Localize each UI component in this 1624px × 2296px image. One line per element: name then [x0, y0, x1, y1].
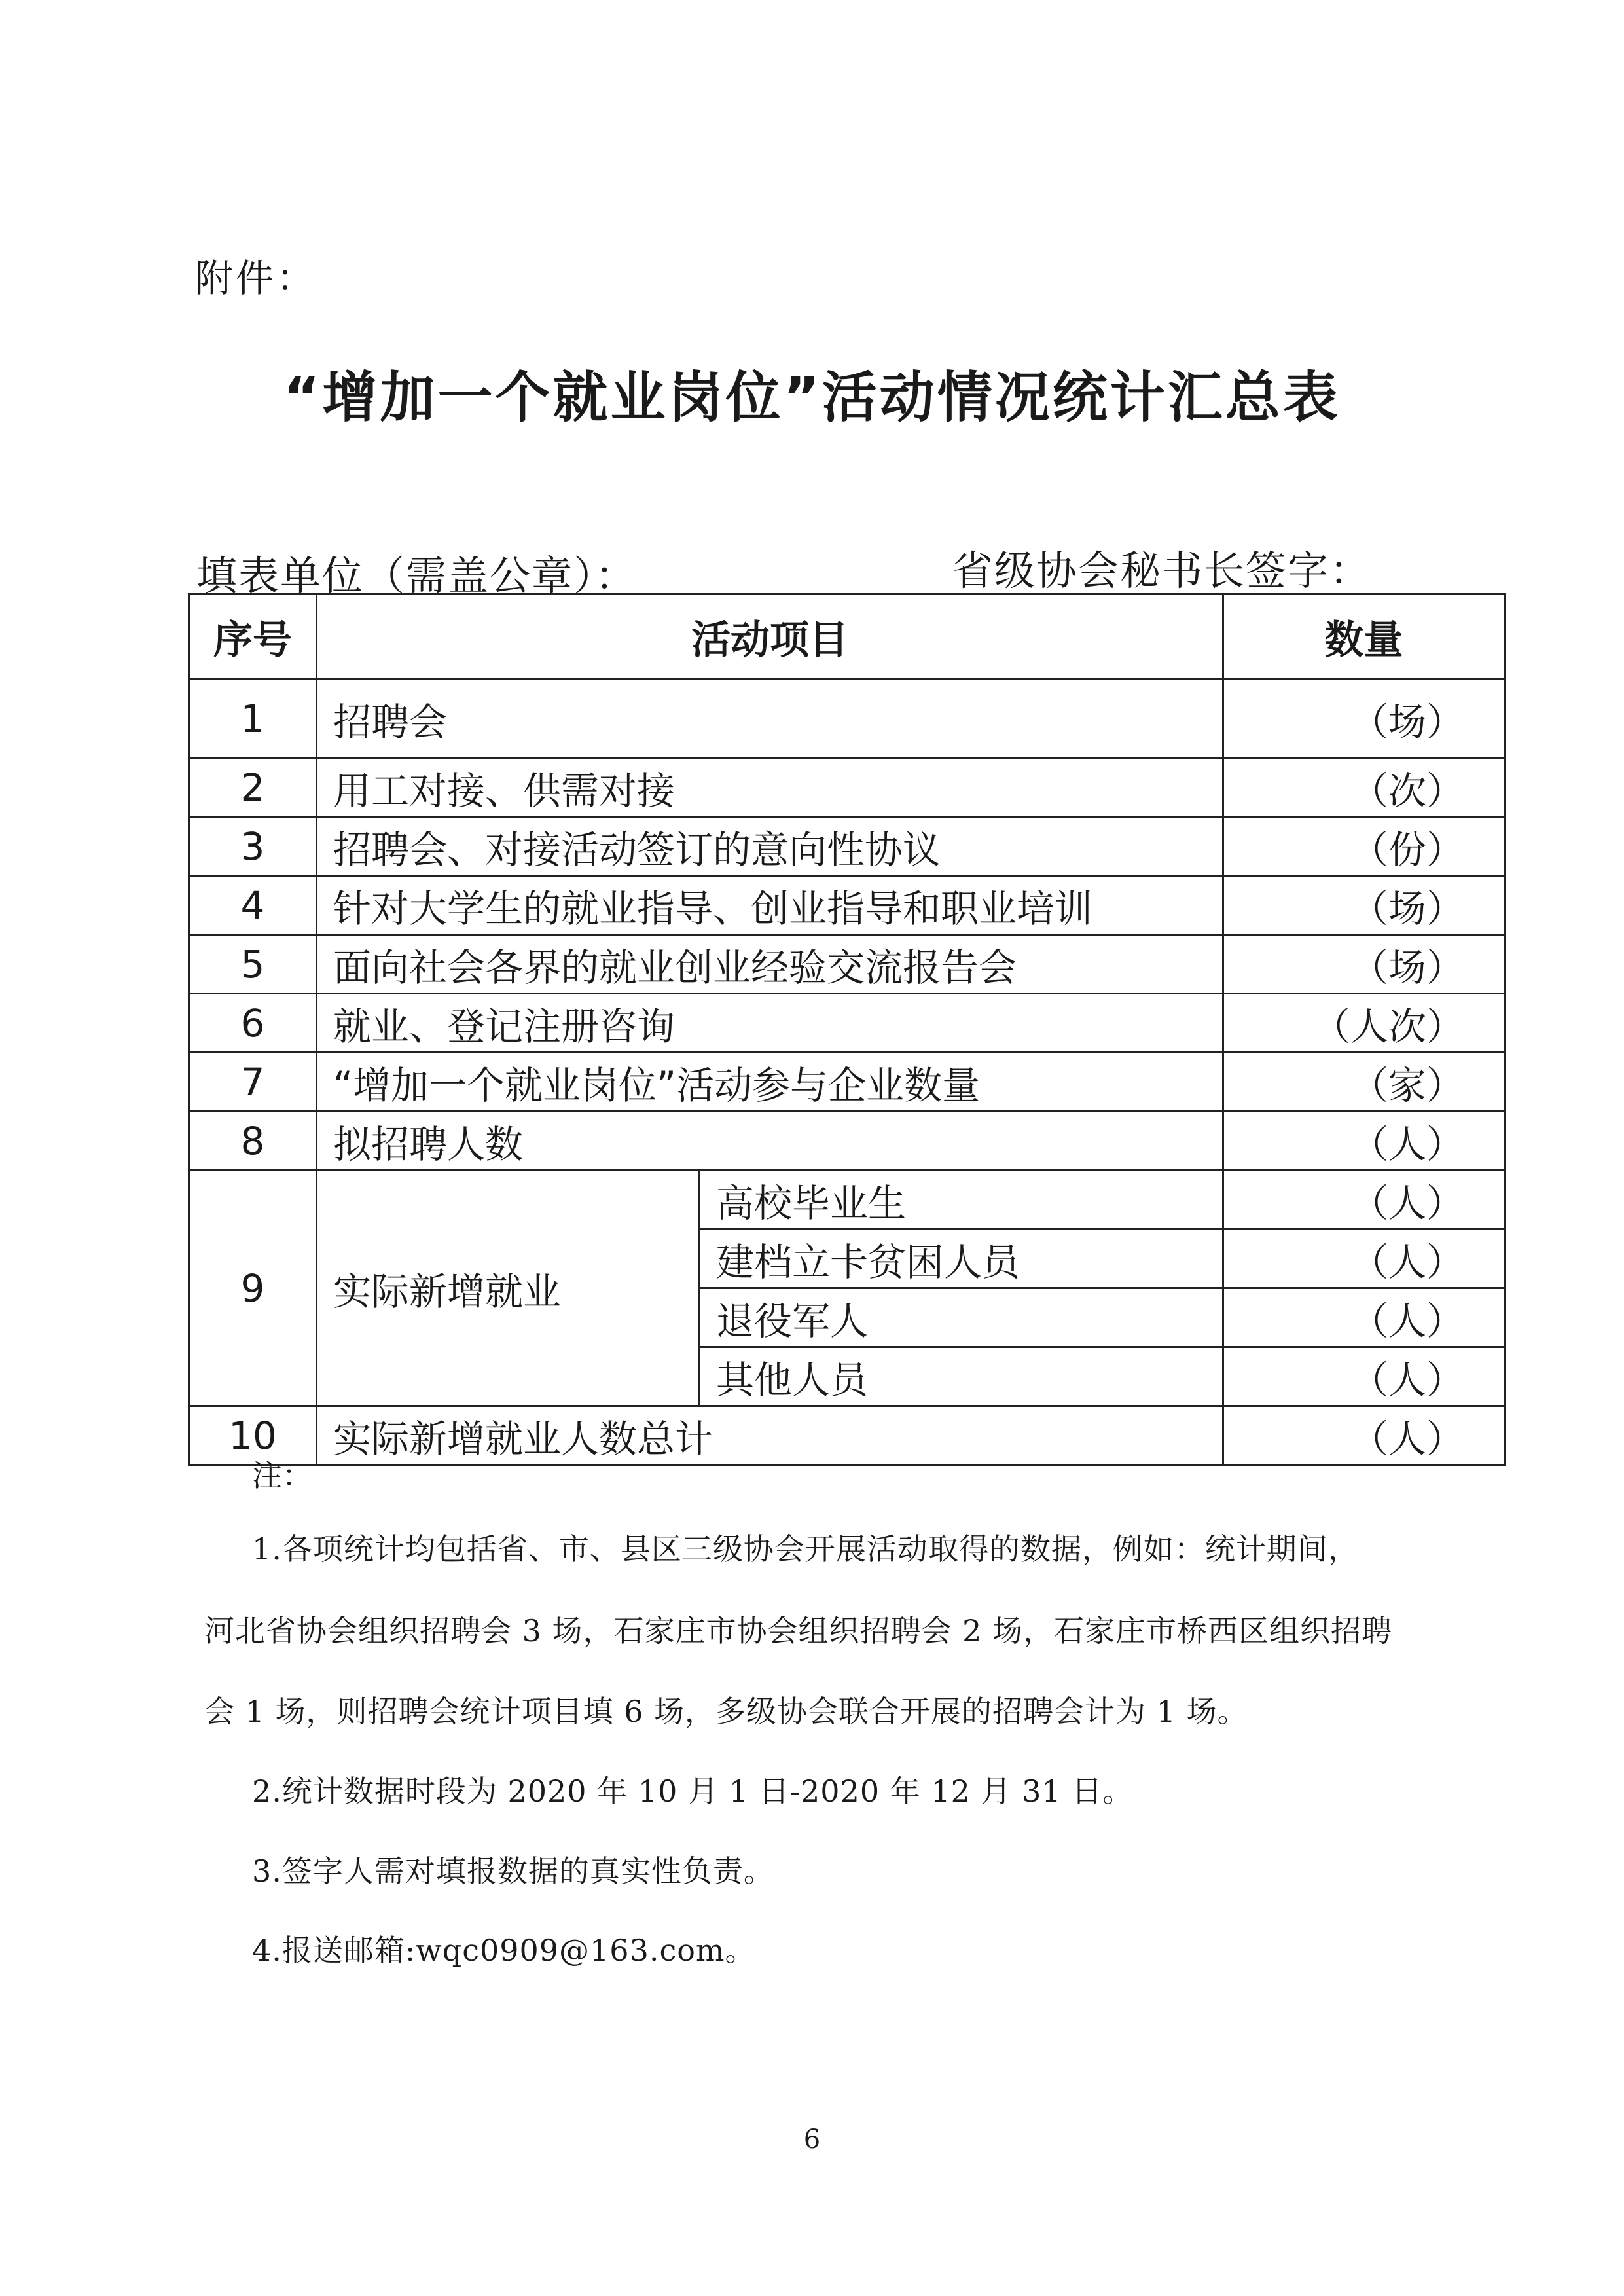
row-quantity[interactable]: （场）: [1223, 935, 1505, 994]
row-item: 招聘会、对接活动签订的意向性协议: [317, 817, 1223, 876]
table-row: [189, 876, 1505, 935]
row-quantity[interactable]: （人次）: [1223, 994, 1505, 1053]
row-number: 9: [189, 1171, 317, 1406]
row-number: 1: [189, 680, 317, 758]
row-item: 针对大学生的就业指导、创业指导和职业培训: [317, 876, 1223, 935]
row-quantity[interactable]: （人）: [1223, 1171, 1505, 1230]
sub-item: 建档立卡贫困人员: [700, 1230, 1223, 1288]
table-row: [189, 1406, 1505, 1465]
note-3: 3.签字人需对填报数据的真实性负责。: [252, 1853, 774, 1889]
row-quantity[interactable]: （人）: [1223, 1288, 1505, 1347]
row-number: 2: [189, 758, 317, 817]
note-1-line-3: 会 1 场，则招聘会统计项目填 6 场，多级协会联合开展的招聘会计为 1 场。: [204, 1694, 1248, 1729]
page-number: 6: [803, 2124, 821, 2155]
sub-item: 退役军人: [700, 1288, 1223, 1347]
row-item: “增加一个就业岗位”活动参与企业数量: [317, 1053, 1223, 1112]
header-quantity: 数量: [1223, 594, 1505, 680]
sub-item: 其他人员: [700, 1347, 1223, 1406]
table-header-row: [189, 594, 1505, 680]
table-row: [189, 680, 1505, 758]
table-row: [189, 994, 1505, 1053]
table-row: [189, 758, 1505, 817]
row-number: 4: [189, 876, 317, 935]
row-number: 10: [189, 1406, 317, 1465]
row-quantity[interactable]: （次）: [1223, 758, 1505, 817]
notes-label: 注：: [252, 1458, 312, 1493]
statistics-table: [188, 593, 1506, 1466]
document-title: “增加一个就业岗位”活动情况统计汇总表: [283, 365, 1341, 429]
row-number: 5: [189, 935, 317, 994]
note-1-line-2: 河北省协会组织招聘会 3 场，石家庄市协会组织招聘会 2 场，石家庄市桥西区组织招聘: [204, 1613, 1393, 1649]
table-row: [189, 935, 1505, 994]
fill-unit-label: 填表单位（需盖公章）：: [196, 552, 638, 600]
row-quantity[interactable]: （份）: [1223, 817, 1505, 876]
header-number: 序号: [189, 594, 317, 680]
row-quantity[interactable]: （人）: [1223, 1347, 1505, 1406]
sub-item: 高校毕业生: [700, 1171, 1223, 1230]
note-4: 4.报送邮箱:wqc0909@163.com。: [252, 1933, 756, 1968]
row-item: 拟招聘人数: [317, 1112, 1223, 1171]
table-row: [189, 817, 1505, 876]
row-item: 实际新增就业人数总计: [317, 1406, 1223, 1465]
row-item: 招聘会: [317, 680, 1223, 758]
row-number: 8: [189, 1112, 317, 1171]
header-activity: 活动项目: [317, 594, 1223, 680]
row-item: 就业、登记注册咨询: [317, 994, 1223, 1053]
note-2: 2.统计数据时段为 2020 年 10 月 1 日-2020 年 12 月 31 日。: [252, 1774, 1134, 1809]
attachment-label: 附件：: [195, 256, 317, 301]
row-quantity[interactable]: （场）: [1223, 680, 1505, 758]
row-quantity[interactable]: （场）: [1223, 876, 1505, 935]
row-number: 3: [189, 817, 317, 876]
row-number: 7: [189, 1053, 317, 1112]
row-item: 实际新增就业: [317, 1171, 700, 1406]
row-item: 面向社会各界的就业创业经验交流报告会: [317, 935, 1223, 994]
row-quantity[interactable]: （人）: [1223, 1230, 1505, 1288]
table-row: [189, 1053, 1505, 1112]
row-item: 用工对接、供需对接: [317, 758, 1223, 817]
row-quantity[interactable]: （人）: [1223, 1406, 1505, 1465]
table-row: [189, 1112, 1505, 1171]
row-quantity[interactable]: （人）: [1223, 1112, 1505, 1171]
note-1-line-1: 1.各项统计均包括省、市、县区三级协会开展活动取得的数据，例如：统计期间，: [252, 1531, 1359, 1567]
row-quantity[interactable]: （家）: [1223, 1053, 1505, 1112]
row-number: 6: [189, 994, 317, 1053]
signature-label: 省级协会秘书长签字：: [952, 547, 1372, 594]
table-row: [189, 1171, 1505, 1230]
